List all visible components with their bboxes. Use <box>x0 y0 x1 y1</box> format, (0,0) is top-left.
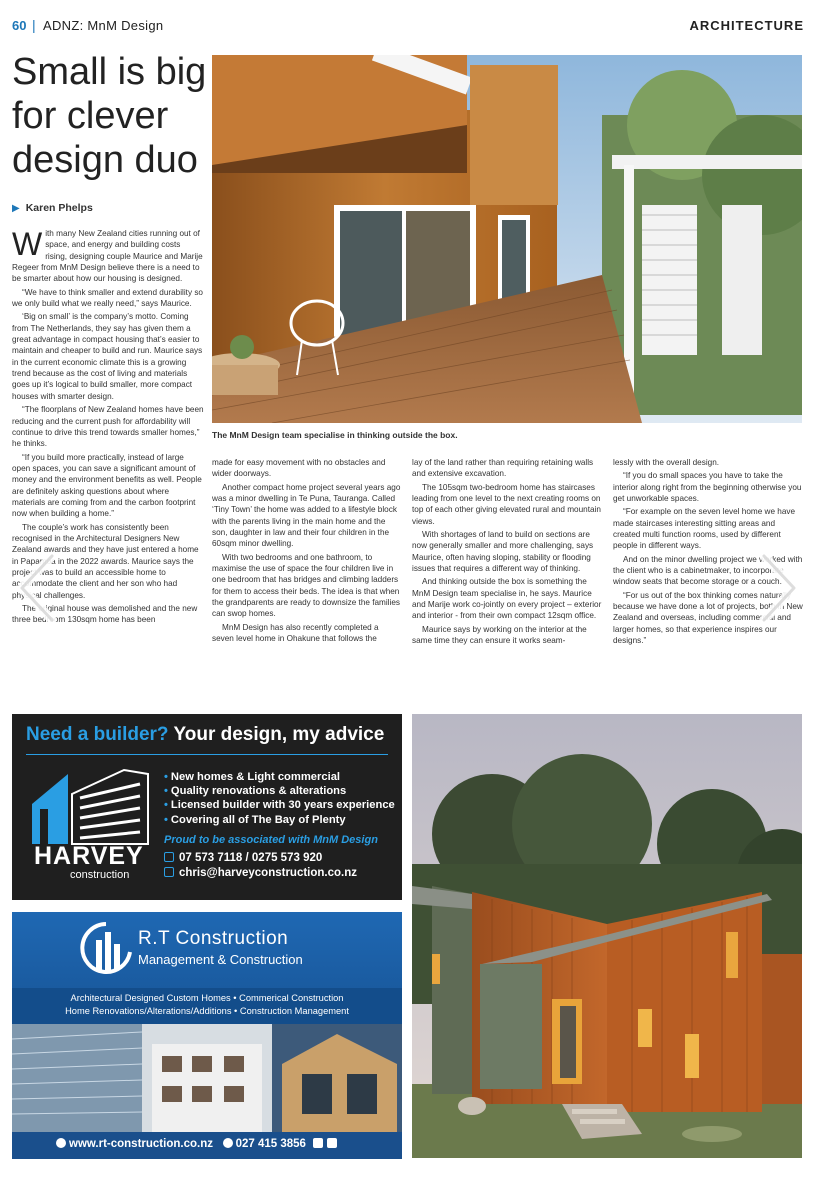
phone-icon <box>164 852 174 862</box>
next-page-button[interactable] <box>748 548 808 628</box>
rt-contact <box>56 1138 337 1150</box>
hero-photo <box>212 55 802 423</box>
paragraph: With many New Zealand cities running out of space, and energy and building costs rising, designing couple Maurice and Marije Regeer from MnM Design believe there is a need to be smarter about how our housing is designed. <box>12 226 203 284</box>
paragraph: ‘Big on small’ is the company’s motto. Coming from The Netherlands, they say has given them a great advantage in compact housing that’s easier to maintain and cheaper to build and run. Maurice says in the current economic climate this is a growing trend because as the cost of living and materials goes up it’s logical to build smaller, more compact houses with smarter design. <box>12 312 203 401</box>
paragraph: Maurice says by working on the interior at the same time they can ensure it works seam- <box>412 624 587 646</box>
phone-icon <box>223 1138 233 1148</box>
paragraph: “If you build more practically, instead of large open spaces, you can save a significant amount of money and the environment benefits as well. People are definitely asking questions about where materials are coming from and the carbon footprint now when building a home.” <box>12 452 202 519</box>
harvey-logo-icon <box>28 764 152 854</box>
paragraph: And thinking outside the box is something the MnM Design team specialise in, he says. Maurice and Marije work co-jointly on every project – exterior and interior - from their own compact 12sqm office. <box>412 577 602 621</box>
harvey-construction-ad <box>12 714 402 900</box>
list-item: • New homes & Light commercial <box>164 771 341 783</box>
drop-cap: W <box>12 226 43 262</box>
list-item: • Covering all of The Bay of Plenty <box>164 813 346 826</box>
rt-header <box>12 912 402 988</box>
paragraph: “For us out of the box thinking comes naturally because we have done a lot of projects, both in New Zealand and overseas, including commercial and larger homes, so that experience inspires our designs.” <box>613 590 803 646</box>
services-list <box>164 770 400 827</box>
author-name: Karen Phelps <box>25 202 93 214</box>
article-column-3 <box>412 457 602 672</box>
harvey-logo-name: HARVEY <box>34 842 144 870</box>
header-separator: | <box>32 17 36 33</box>
paragraph: The 105sqm two-bedroom home has staircases leading from one level to the next creating rooms on top of each other giving elevated rural and mountain views. <box>412 482 601 526</box>
paragraph: lay of the land rather than requiring retaining walls and extensive excavation. <box>412 458 594 479</box>
paragraph: And on the minor dwelling project we worked with the client who is a cabinetmaker, to incorporate window seats that become storage or a couch. <box>613 554 803 587</box>
byline-arrow-icon: ▶ <box>12 203 20 214</box>
chevron-left-icon <box>8 548 68 628</box>
association-note: Proud to be associated with MnM Design <box>164 834 378 846</box>
paragraph: made for easy movement with no obstacles and wider doorways. <box>212 458 386 479</box>
rt-construction-ad <box>12 912 402 1159</box>
ad-headline: Need a builder? Your design, my advice <box>26 724 385 745</box>
linkedin-icon <box>327 1138 337 1148</box>
paragraph: “The floorplans of New Zealand homes have been reducing and the current push for affordability will continue to drive this trend towards smaller homes,” he thinks. <box>12 405 204 449</box>
paragraph: “If you do small spaces you have to take the interior along right from the beginning otherwise you get unworkable spaces. <box>613 471 802 504</box>
harvey-phone: 07 573 7118 / 0275 573 920 <box>164 852 322 864</box>
article-column-2 <box>212 457 402 672</box>
rt-project-photos <box>12 1024 402 1132</box>
rt-contact-bar <box>12 1132 402 1159</box>
page-number: 60 <box>12 18 27 33</box>
paragraph: With two bedrooms and one bathroom, to maximise the use of space the four children live in one bedroom that has bridges and climbing ladders for them to access their beds. The idea is that when the grandparents are ready to downsize the families can swop homes. <box>212 552 400 619</box>
paragraph: With shortages of land to build on sections are now generally smaller and more challenging, says Maurice, often having sloping, stability or flooding issues that requires a different way of thinking. <box>412 530 594 574</box>
house-exterior-photo <box>412 714 802 1158</box>
paragraph: “We have to think smaller and extend durability so we only build what we really need,” says Maurice. <box>12 287 203 309</box>
rt-company-subtitle: Management & Construction <box>138 952 303 967</box>
previous-page-button[interactable] <box>8 548 68 628</box>
publication-name: ADNZ: MnM Design <box>43 18 164 33</box>
email-icon <box>164 867 174 877</box>
paragraph: MnM Design has also recently completed a seven level home in Ohakune that follows the <box>212 622 379 644</box>
section-label: ARCHITECTURE <box>689 18 804 33</box>
page-header <box>12 18 804 38</box>
rt-logo-icon <box>78 918 134 980</box>
byline <box>12 202 207 214</box>
rt-website: www.rt-construction.co.nz <box>69 1138 213 1150</box>
list-item: • Licensed builder with 30 years experience <box>164 799 395 812</box>
paragraph: The couple’s work has consistently been recognised in the Architectural Designers New Zealand awards and they have just entered a home in Papamoa in the 2022 awards. Maurice says the project was to build an accessible home to accommodate the client and her son who had physical challenges. <box>12 522 199 600</box>
facebook-icon <box>313 1138 323 1148</box>
chevron-right-icon <box>748 548 808 628</box>
phone-icon <box>56 1138 66 1148</box>
harvey-email: chris@harveyconstruction.co.nz <box>164 867 357 879</box>
paragraph: lessly with the overall design. <box>613 458 720 467</box>
paragraph: The original house was demolished and the new three bedroom 130sqm home has been <box>12 604 198 625</box>
paragraph: Another compact home project several years ago was a minor dwelling in Te Puna, Tauranga. Called ‘Tiny Town’ the home was added to a lifestyle block with the parents living in the main home and the son, daughter in law and their four children in the 60sqm minor dwelling. <box>212 482 401 549</box>
rt-company-name: R.T Construction <box>138 928 289 949</box>
rt-services: Architectural Designed Custom Homes • Commerical Construction Home Renovations/Alterations/Additions • Construction Management <box>12 988 402 1024</box>
photo-caption: The MnM Design team specialise in thinking outside the box. <box>212 430 458 440</box>
list-item: • Quality renovations & alterations <box>164 785 347 798</box>
article-title: Small is big for clever design duo <box>12 51 207 181</box>
harvey-logo-sub: construction <box>70 869 130 881</box>
rt-phone: 027 415 3856 <box>235 1138 306 1150</box>
paragraph: “For example on the seven level home we have made staircases interesting sitting areas and created multi function rooms, used by different people in different ways. <box>613 507 796 551</box>
